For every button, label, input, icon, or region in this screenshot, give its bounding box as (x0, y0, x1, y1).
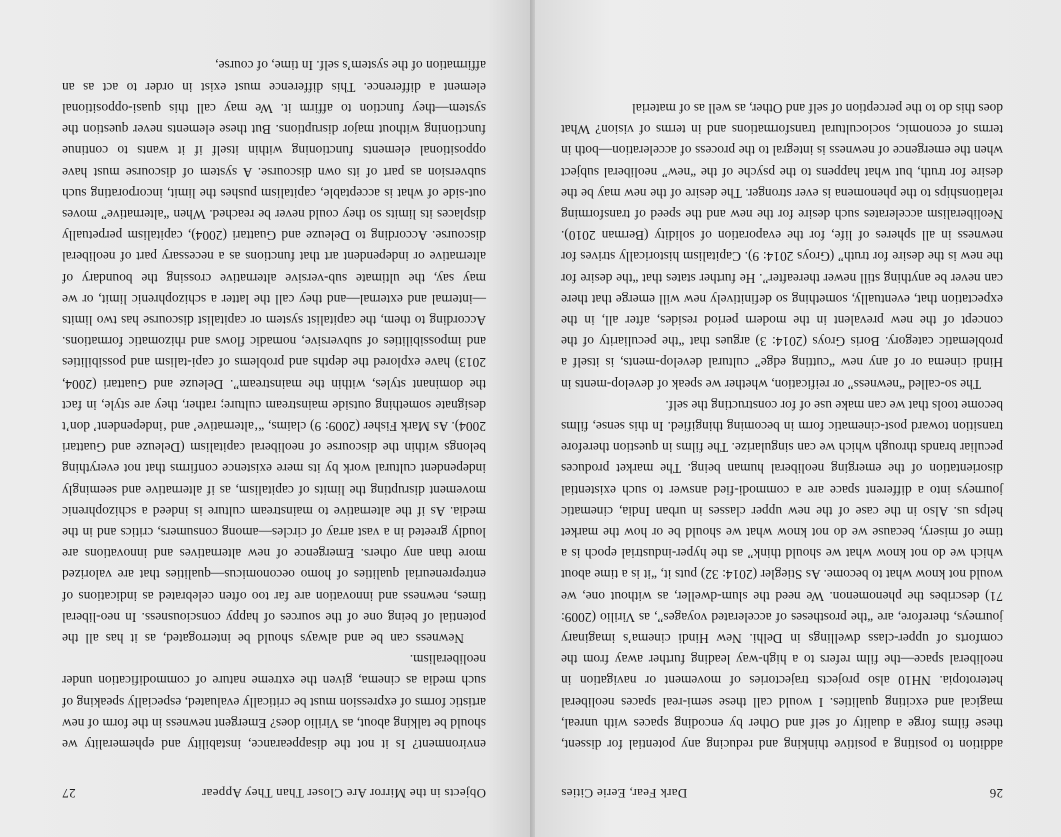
paragraph: The so-called “newness” or reification, whether we speak of develop-ments in Hindi cinema or of any new “cutting edge” cultural develop-ments, is itself a problematic category. Boris Groys (2014: 3) argues that “the peculiarity of the concept of the new prevalent in the modern period resides, after all, in the expectation that, eventually, something so definitively new will emerge that there can never be anything still newer thereafter”. He further states that “the desire for the new is the desire for truth” (Groys 2014: 9). Capitalism historically strives for newness in all spheres of life, for the evaporation of solidity (Berman 2010). Neoliberalism accelerates such desire for the new and the speed of transforming relationships to the phenomena is ever stronger. The desire of the new may be the desire for truth, but what happens to the psyche of the “new” neoliberal subject when the emergence of newness is integral to the process of acceleration—both in terms of economic, sociocultural transformations and in terms of vision? What does this do to the perception of self and Other, as well as of material (561, 100, 1003, 392)
running-head: Objects in the Mirror Are Closer Than They Appear (201, 786, 486, 801)
page-number: 26 (989, 786, 1003, 801)
paragraph: Newness can be and always should be interrogated, as it has all the potential of being one of the sources of happy consciousness. In neo-liberal times, newness and innovation are far too often celebrated as indications of entrepreneurial qualities of homo oeconomicus—qualities that are valorized more than any others. Emergence of new alternatives and innovations are loudly greeted in a vast array of circles—among consumers, critics and in the media. As if the alternative to mainstream culture is indeed a schizophrenic movement disrupting the limits of capitalism, as if alternative and seemingly independent cultural work by its mere existence confirms that not everything belongs within the discourse of neoliberal capitalism (Deleuze and Guattari 2004). As Mark Fisher (2009: 9) claims, “‘alternative’ and ‘independent’ don’t designate something outside mainstream culture; rather, they are style, in fact the dominant styles, within the mainstream”. Deleuze and Guattari (2004, 2013) have explored the depths and problems of capi-talism and possibilities and impossibilities of subversive, nomadic flows and rhizomatic formations. According to them, the capitalist system or capitalist discourse has two limits—internal and external—and they call the latter a schizophrenic limit, or we may say, the ultimate sub-versive alternative crossing the boundary of alternative or independent art that functions as a necessary part of neoliberal discourse. According to Deleuze and Guattari (2004), capitalism perpetually displaces its limits so they could never be reached. When “alternative” moves out-side of what is acceptable, capitalism pushes the limit, incorporating such subversion as part of its own discourse. A system of discourse must have oppositional elements functioning within itself if it wants to continue functioning without major disruptions. But these elements never question the system—they function to affirm it. We may call this quasi-oppositional element a difference. This difference must exist in order to act as an affirmation of the system’s self. In time, of course, (62, 58, 486, 646)
page-number: 27 (62, 786, 76, 801)
paragraph: environment? Is it not the disappearance, instability and ephemerality we should be talking about, as Virilio does? Emergent newness in the form of new artistic forms of expression must be critically evaluated, especially speaking of such media as cinema, given the extreme nature of commodification under neoliberalism. (62, 652, 486, 752)
right-page-body (62, 55, 486, 755)
left-page (531, 0, 1061, 837)
paragraph: addition to positing a positive thinking and reducing any potential for dissent, these films forge a duality of self and Other by encoding spaces with unreal, magical and exciting qualities. I would call these semi-real spaces neoliberal heterotopia. NH10 also projects trajectories of movement or navigation in neoliberal space—the film refers to a high-way leading further away from the comforts of upper-class dwellings in Delhi. New Hindi cinema’s imaginary journeys, therefore, are “the prostheses of accelerated voyages”, as Virilio (2009: 71) describes the phenomenon. We need the slum-dweller, as without one, we would not know what to become. As Stiegler (2014: 32) puts it, “it is a time about which we do not know what we should think” as the hyper-industrial epoch is a time of misery, because we do not know what we should be or how the market helps us. Also in the case of the new upper classes in urban India, cinematic journeys into a different space are a commodi-fied answer to such existential disorientation of the emerging neoliberal human being. The market produces peculiar brands through which we can singularize. The films in question therefore transition toward post-cinematic form in becoming thingified. In this sense, films become tools that we can make use of for constructing the self. (561, 397, 1003, 752)
running-head: Dark Fear, Eerie Cities (561, 786, 688, 801)
left-page-body (561, 98, 1003, 755)
right-page-header (62, 785, 486, 801)
left-page-header (561, 785, 1003, 801)
right-page (0, 0, 530, 837)
